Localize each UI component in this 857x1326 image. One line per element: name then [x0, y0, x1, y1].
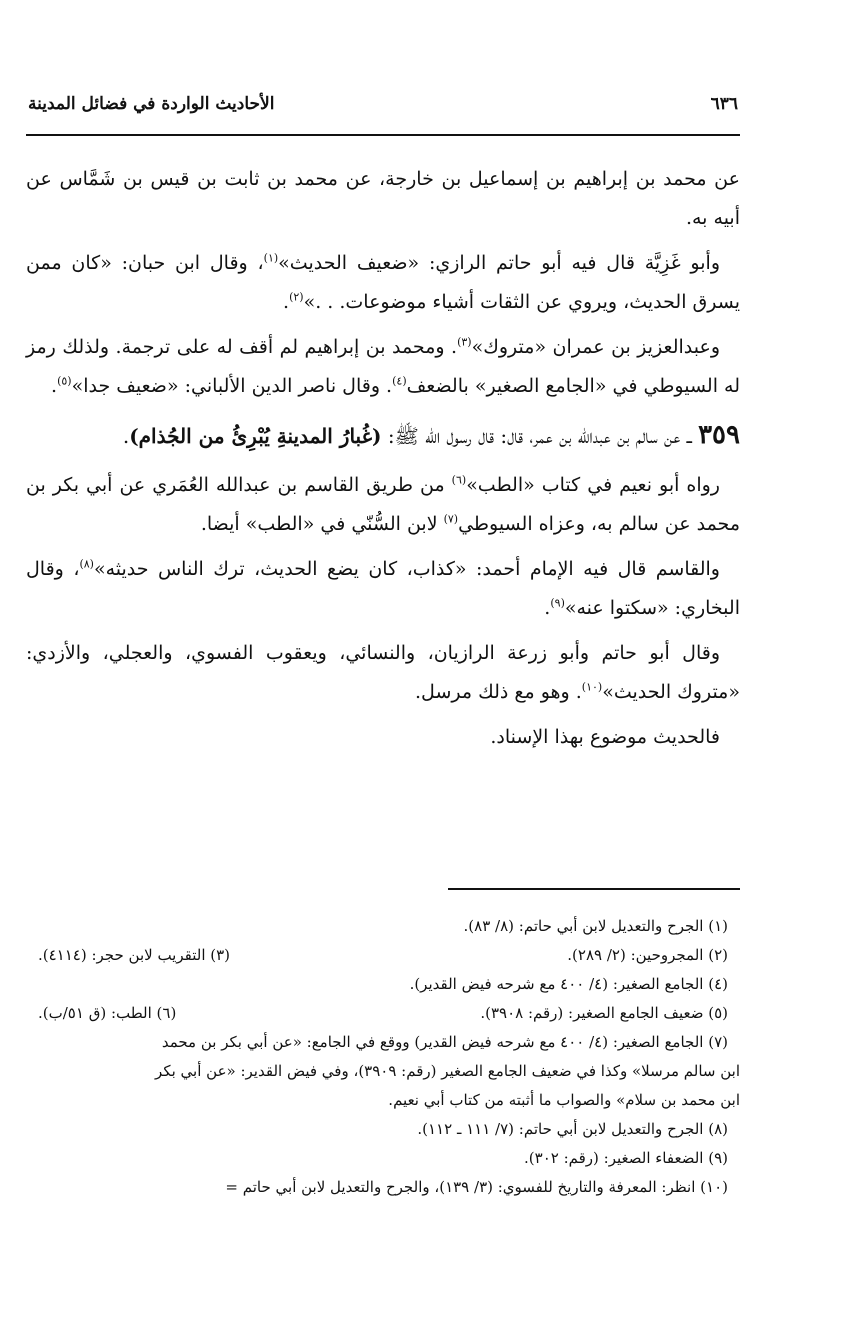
footnote-7-continued: ابن سالم مرسلا» وكذا في ضعيف الجامع الصغير (رقم: ٣٩٠٩)، وفي فيض القدير: «عن أبي بكر — [155, 1062, 740, 1080]
footnote-ref-10[interactable]: (١٠) — [581, 680, 603, 694]
footnote-row-5-6 — [26, 999, 740, 1028]
footnote-7: (٧) الجامع الصغير: (٤/ ٤٠٠ مع شرحه فيض القدير) ووقع في الجامع: «عن أبي بكر بن محمد — [161, 1033, 728, 1051]
footnote-8: (٨) الجرح والتعديل لابن أبي حاتم: (٧/ ١١١ ـ ١١٢). — [417, 1120, 728, 1138]
page-header — [26, 88, 740, 128]
paragraph-qasim: والقاسم قال فيه الإمام أحمد: «كذاب، كان يضع الحديث، ترك الناس حديثه»$^{(٨)}$، وقال البخاري: «سكتوا عنه»$^{(٩)}$. — [26, 557, 740, 619]
footnote-ref-1[interactable]: (١) — [263, 251, 279, 265]
footnote-ref-4[interactable]: (٤) — [392, 374, 407, 388]
footnote-5: (٥) ضعيف الجامع الصغير: (رقم: ٣٩٠٨). — [480, 1004, 728, 1022]
footnote-9: (٩) الضعفاء الصغير: (رقم: ٣٠٢). — [524, 1149, 728, 1167]
footnote-divider — [448, 888, 740, 890]
paragraph-abu-ghaziyya: وأبو غَزِيَّة قال فيه أبو حاتم الرازي: «ضعيف الحديث»$^{(١)}$، وقال ابن حبان: «كان ممن يسرق الحديث، ويروي عن الثقات أشياء موضوعات. . .»$^{(٢)}$. — [26, 251, 740, 313]
footnote-ref-3[interactable]: (٣) — [457, 335, 472, 349]
footnote-row-2-3 — [26, 941, 740, 970]
page-number: ٦٣٦ — [710, 94, 738, 114]
header-divider — [26, 134, 740, 136]
paragraph-abdulaziz: وعبدالعزيز بن عمران «متروك»$^{(٣)}$. ومحمد بن إبراهيم لم أقف له على ترجمة. ولذلك رمز له السيوطي في «الجامع الصغير» بالضعف$^{(٤)}$. وقال ناصر الدين الألباني: «ضعيف جدا»$^{(٥)}$. — [26, 335, 740, 397]
main-text — [26, 160, 740, 763]
hadith-359: ٣٥٩ ــ عن سالم بن عبدالله بن عمر، قال: قال رسول الله ﷺ: (غُبارُ المدينةِ يُبْرِئُ من الجُذام). — [122, 420, 740, 450]
footnote-ref-2[interactable]: (٢) — [289, 290, 304, 304]
footnote-3: (٣) التقريب لابن حجر: (٤١١٤). — [38, 946, 231, 964]
paragraph-verdict: فالحديث موضوع بهذا الإسناد. — [490, 726, 720, 748]
footnote-1: (١) الجرح والتعديل لابن أبي حاتم: (٨/ ٨٣). — [463, 917, 728, 935]
footnote-2: (٢) المجروحين: (٢/ ٢٨٩). — [567, 946, 728, 964]
footnote-4: (٤) الجامع الصغير: (٤/ ٤٠٠ مع شرحه فيض القدير). — [409, 975, 728, 993]
hadith-matn: (غُبارُ المدينةِ يُبْرِئُ من الجُذام) — [129, 424, 382, 448]
footnote-ref-5[interactable]: (٥) — [57, 374, 72, 388]
paragraph-critics: وقال أبو حاتم وأبو زرعة الرازيان، والنسائي، ويعقوب الفسوي، والعجلي، والأزدي: «متروك الحديث»$^{(١٠)}$. وهو مع ذلك مرسل. — [26, 642, 740, 703]
book-page — [26, 0, 740, 1326]
footnote-6: (٦) الطب: (ق ٥١/ب). — [38, 1004, 177, 1022]
hadith-number: ٣٥٩ — [698, 420, 740, 450]
footnote-ref-8[interactable]: (٨) — [79, 557, 94, 571]
paragraph-takhrij: رواه أبو نعيم في كتاب «الطب»$^{(٦)}$ من طريق القاسم بن عبدالله العُمَري عن أبي بكر بن محمد عن سالم به، وعزاه السيوطي$^{(٧)}$ لابن السُّنّي في «الطب» أيضا. — [26, 473, 740, 535]
footnote-ref-6[interactable]: (٦) — [451, 473, 467, 487]
footnote-ref-7[interactable]: (٧) — [443, 512, 459, 526]
running-title: الأحاديث الواردة في فضائل المدينة — [28, 94, 275, 114]
footnotes — [26, 912, 740, 1202]
paragraph-chain-continuation: عن محمد بن إبراهيم بن إسماعيل بن خارجة، عن محمد بن ثابت بن قيس بن شَمَّاس عن أبيه به. — [26, 168, 740, 229]
footnote-10: (١٠) انظر: المعرفة والتاريخ للفسوي: (٣/ ١٣٩)، والجرح والتعديل لابن أبي حاتم = — [225, 1178, 728, 1196]
footnote-7-end: ابن محمد بن سلام» والصواب ما أثبته من كتاب أبي نعيم. — [388, 1091, 740, 1109]
footnote-ref-9[interactable]: (٩) — [550, 596, 565, 610]
